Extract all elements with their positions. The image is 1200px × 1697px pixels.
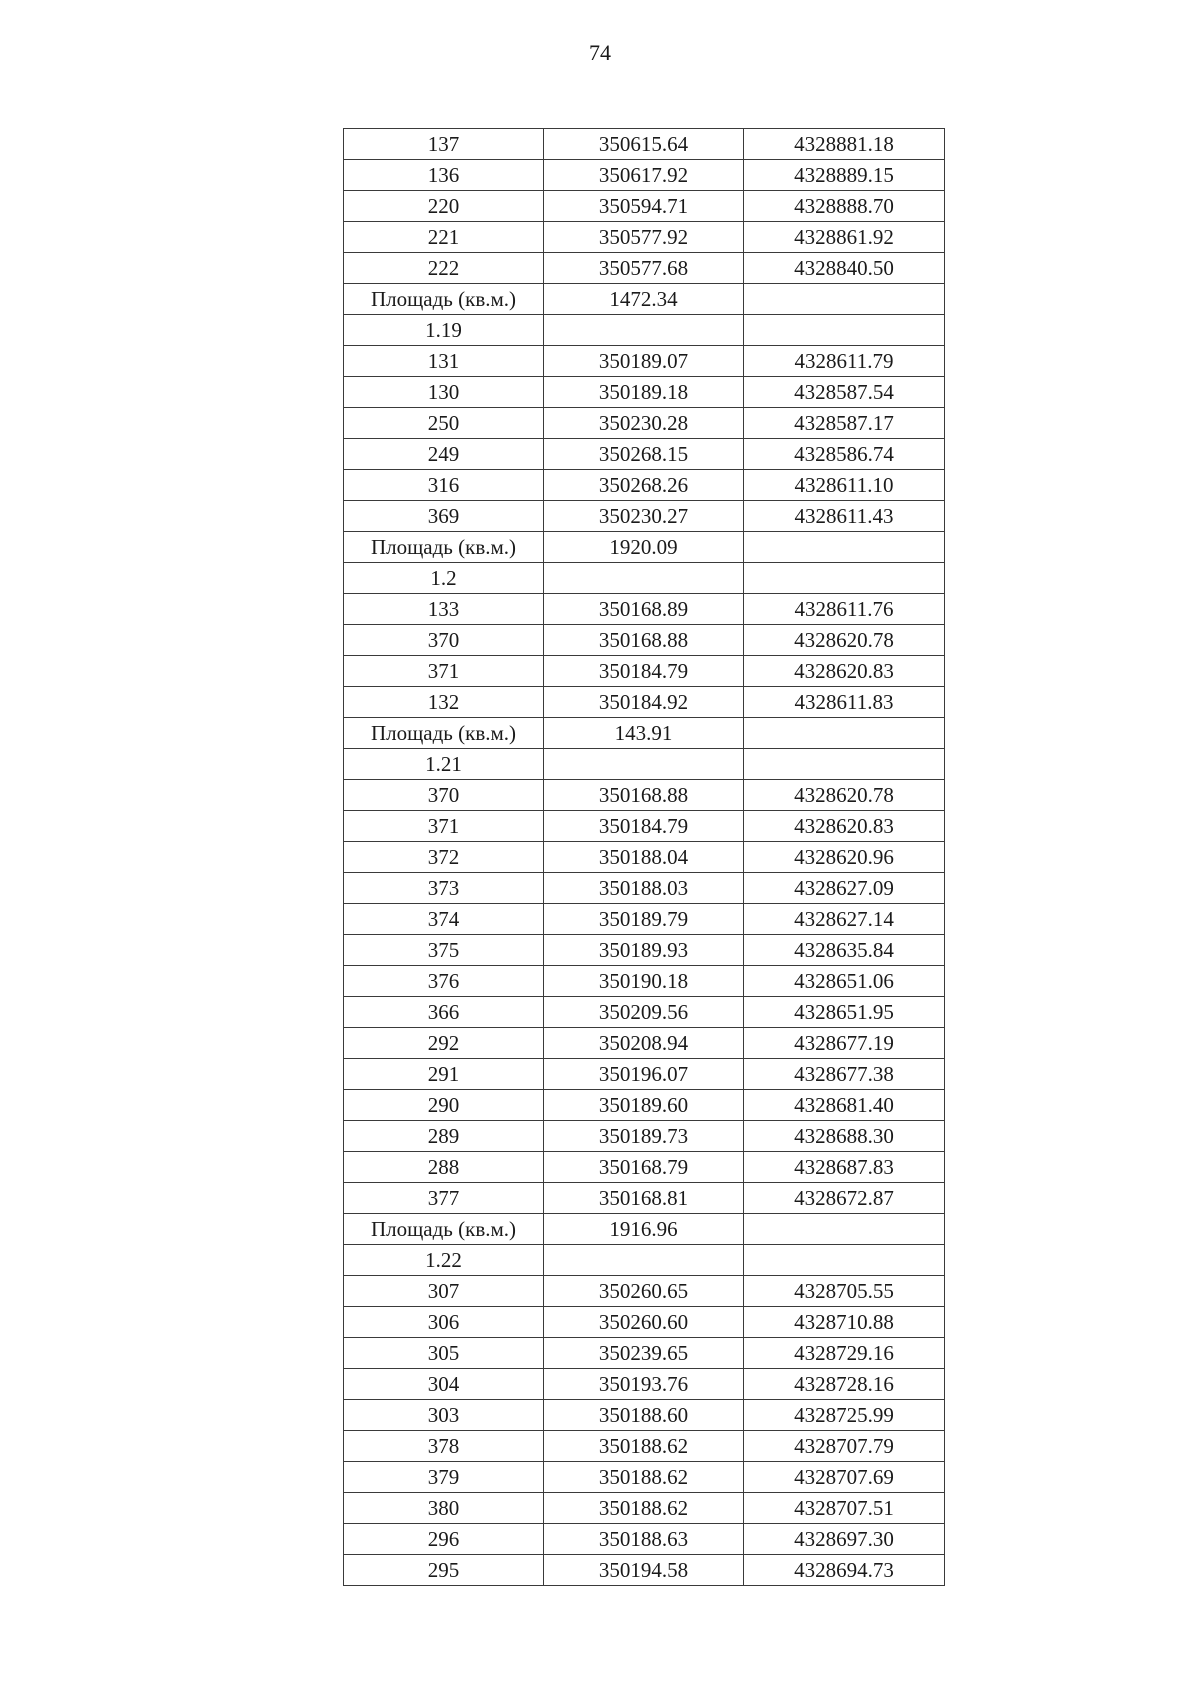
y-coordinate-cell: 4328710.88 <box>744 1307 945 1338</box>
point-cell: 377 <box>344 1183 544 1214</box>
point-cell: 136 <box>344 160 544 191</box>
x-coordinate-cell: 350268.15 <box>544 439 744 470</box>
point-cell: 1.2 <box>344 563 544 594</box>
y-coordinate-cell: 4328586.74 <box>744 439 945 470</box>
table-row <box>344 687 945 718</box>
point-cell: 371 <box>344 656 544 687</box>
x-coordinate-cell: 350188.60 <box>544 1400 744 1431</box>
y-coordinate-cell: 4328611.76 <box>744 594 945 625</box>
table-row <box>344 1462 945 1493</box>
y-coordinate-cell <box>744 532 945 563</box>
x-coordinate-cell: 350168.88 <box>544 780 744 811</box>
y-coordinate-cell: 4328627.14 <box>744 904 945 935</box>
x-coordinate-cell: 1472.34 <box>544 284 744 315</box>
point-cell: 222 <box>344 253 544 284</box>
point-cell: 369 <box>344 501 544 532</box>
point-cell: 376 <box>344 966 544 997</box>
y-coordinate-cell <box>744 315 945 346</box>
table-row <box>344 594 945 625</box>
table-row <box>344 718 945 749</box>
y-coordinate-cell: 4328620.78 <box>744 780 945 811</box>
x-coordinate-cell: 350268.26 <box>544 470 744 501</box>
table-row <box>344 1028 945 1059</box>
table-row <box>344 811 945 842</box>
y-coordinate-cell: 4328651.95 <box>744 997 945 1028</box>
x-coordinate-cell: 350188.62 <box>544 1462 744 1493</box>
table-row <box>344 780 945 811</box>
table-row <box>344 346 945 377</box>
x-coordinate-cell: 350189.60 <box>544 1090 744 1121</box>
y-coordinate-cell: 4328725.99 <box>744 1400 945 1431</box>
point-cell: 220 <box>344 191 544 222</box>
table-row <box>344 1431 945 1462</box>
y-coordinate-cell <box>744 1245 945 1276</box>
point-cell: 307 <box>344 1276 544 1307</box>
y-coordinate-cell: 4328840.50 <box>744 253 945 284</box>
y-coordinate-cell <box>744 284 945 315</box>
table-row <box>344 1090 945 1121</box>
x-coordinate-cell: 1920.09 <box>544 532 744 563</box>
coordinates-table <box>343 128 945 1586</box>
point-cell: 290 <box>344 1090 544 1121</box>
point-cell: 305 <box>344 1338 544 1369</box>
table-row <box>344 1400 945 1431</box>
x-coordinate-cell: 350188.04 <box>544 842 744 873</box>
x-coordinate-cell: 350168.88 <box>544 625 744 656</box>
x-coordinate-cell: 350190.18 <box>544 966 744 997</box>
x-coordinate-cell: 350577.68 <box>544 253 744 284</box>
y-coordinate-cell: 4328611.83 <box>744 687 945 718</box>
point-cell: 370 <box>344 625 544 656</box>
x-coordinate-cell: 350239.65 <box>544 1338 744 1369</box>
table-row <box>344 1183 945 1214</box>
x-coordinate-cell: 350230.27 <box>544 501 744 532</box>
point-cell: 306 <box>344 1307 544 1338</box>
y-coordinate-cell: 4328620.83 <box>744 811 945 842</box>
table-row <box>344 377 945 408</box>
table-row <box>344 284 945 315</box>
coordinates-table-body <box>344 129 945 1586</box>
y-coordinate-cell: 4328635.84 <box>744 935 945 966</box>
y-coordinate-cell: 4328677.19 <box>744 1028 945 1059</box>
y-coordinate-cell: 4328677.38 <box>744 1059 945 1090</box>
point-cell: 378 <box>344 1431 544 1462</box>
table-row <box>344 1555 945 1586</box>
point-cell: 370 <box>344 780 544 811</box>
x-coordinate-cell <box>544 1245 744 1276</box>
point-cell: Площадь (кв.м.) <box>344 532 544 563</box>
point-cell: Площадь (кв.м.) <box>344 1214 544 1245</box>
point-cell: 288 <box>344 1152 544 1183</box>
point-cell: 130 <box>344 377 544 408</box>
point-cell: 131 <box>344 346 544 377</box>
point-cell: 303 <box>344 1400 544 1431</box>
table-row <box>344 1121 945 1152</box>
table-row <box>344 1214 945 1245</box>
x-coordinate-cell: 350577.92 <box>544 222 744 253</box>
table-row <box>344 1369 945 1400</box>
point-cell: 1.22 <box>344 1245 544 1276</box>
y-coordinate-cell: 4328651.06 <box>744 966 945 997</box>
table-row <box>344 1338 945 1369</box>
y-coordinate-cell <box>744 563 945 594</box>
point-cell: 296 <box>344 1524 544 1555</box>
table-row <box>344 129 945 160</box>
x-coordinate-cell: 350188.62 <box>544 1431 744 1462</box>
y-coordinate-cell: 4328707.69 <box>744 1462 945 1493</box>
x-coordinate-cell: 143.91 <box>544 718 744 749</box>
y-coordinate-cell: 4328697.30 <box>744 1524 945 1555</box>
y-coordinate-cell: 4328611.79 <box>744 346 945 377</box>
y-coordinate-cell: 4328681.40 <box>744 1090 945 1121</box>
point-cell: 304 <box>344 1369 544 1400</box>
table-row <box>344 532 945 563</box>
y-coordinate-cell: 4328627.09 <box>744 873 945 904</box>
table-row <box>344 997 945 1028</box>
x-coordinate-cell: 350194.58 <box>544 1555 744 1586</box>
x-coordinate-cell: 350189.93 <box>544 935 744 966</box>
x-coordinate-cell: 350189.18 <box>544 377 744 408</box>
x-coordinate-cell: 350168.79 <box>544 1152 744 1183</box>
x-coordinate-cell: 350188.62 <box>544 1493 744 1524</box>
table-row <box>344 160 945 191</box>
x-coordinate-cell: 350260.60 <box>544 1307 744 1338</box>
y-coordinate-cell: 4328694.73 <box>744 1555 945 1586</box>
table-row <box>344 1152 945 1183</box>
y-coordinate-cell: 4328611.10 <box>744 470 945 501</box>
point-cell: 291 <box>344 1059 544 1090</box>
point-cell: Площадь (кв.м.) <box>344 284 544 315</box>
table-row <box>344 1493 945 1524</box>
x-coordinate-cell: 350168.89 <box>544 594 744 625</box>
point-cell: 250 <box>344 408 544 439</box>
table-row <box>344 501 945 532</box>
table-row <box>344 1059 945 1090</box>
y-coordinate-cell: 4328620.78 <box>744 625 945 656</box>
table-row <box>344 935 945 966</box>
x-coordinate-cell: 350188.63 <box>544 1524 744 1555</box>
table-row <box>344 1524 945 1555</box>
y-coordinate-cell <box>744 718 945 749</box>
table-row <box>344 749 945 780</box>
x-coordinate-cell: 350209.56 <box>544 997 744 1028</box>
y-coordinate-cell: 4328707.79 <box>744 1431 945 1462</box>
table-row <box>344 1245 945 1276</box>
x-coordinate-cell: 350184.79 <box>544 811 744 842</box>
table-row <box>344 966 945 997</box>
x-coordinate-cell: 1916.96 <box>544 1214 744 1245</box>
point-cell: 221 <box>344 222 544 253</box>
y-coordinate-cell: 4328889.15 <box>744 160 945 191</box>
page-number: 74 <box>589 40 611 65</box>
x-coordinate-cell <box>544 315 744 346</box>
point-cell: 132 <box>344 687 544 718</box>
y-coordinate-cell: 4328729.16 <box>744 1338 945 1369</box>
x-coordinate-cell: 350188.03 <box>544 873 744 904</box>
point-cell: 375 <box>344 935 544 966</box>
point-cell: 371 <box>344 811 544 842</box>
point-cell: 1.19 <box>344 315 544 346</box>
point-cell: 289 <box>344 1121 544 1152</box>
point-cell: 379 <box>344 1462 544 1493</box>
point-cell: 133 <box>344 594 544 625</box>
table-row <box>344 408 945 439</box>
y-coordinate-cell: 4328587.54 <box>744 377 945 408</box>
point-cell: 249 <box>344 439 544 470</box>
y-coordinate-cell: 4328687.83 <box>744 1152 945 1183</box>
x-coordinate-cell: 350230.28 <box>544 408 744 439</box>
table-row <box>344 253 945 284</box>
x-coordinate-cell: 350208.94 <box>544 1028 744 1059</box>
x-coordinate-cell: 350260.65 <box>544 1276 744 1307</box>
y-coordinate-cell: 4328861.92 <box>744 222 945 253</box>
x-coordinate-cell: 350189.07 <box>544 346 744 377</box>
table-row <box>344 563 945 594</box>
point-cell: 374 <box>344 904 544 935</box>
y-coordinate-cell: 4328672.87 <box>744 1183 945 1214</box>
y-coordinate-cell <box>744 749 945 780</box>
x-coordinate-cell <box>544 563 744 594</box>
table-row <box>344 222 945 253</box>
y-coordinate-cell: 4328707.51 <box>744 1493 945 1524</box>
table-row <box>344 842 945 873</box>
y-coordinate-cell: 4328688.30 <box>744 1121 945 1152</box>
x-coordinate-cell: 350617.92 <box>544 160 744 191</box>
point-cell: 372 <box>344 842 544 873</box>
table-row <box>344 873 945 904</box>
y-coordinate-cell: 4328620.96 <box>744 842 945 873</box>
point-cell: 1.21 <box>344 749 544 780</box>
y-coordinate-cell <box>744 1214 945 1245</box>
y-coordinate-cell: 4328611.43 <box>744 501 945 532</box>
y-coordinate-cell: 4328705.55 <box>744 1276 945 1307</box>
x-coordinate-cell: 350193.76 <box>544 1369 744 1400</box>
x-coordinate-cell: 350594.71 <box>544 191 744 222</box>
x-coordinate-cell: 350168.81 <box>544 1183 744 1214</box>
point-cell: 366 <box>344 997 544 1028</box>
x-coordinate-cell: 350184.92 <box>544 687 744 718</box>
point-cell: Площадь (кв.м.) <box>344 718 544 749</box>
table-row <box>344 439 945 470</box>
table-row <box>344 1276 945 1307</box>
point-cell: 373 <box>344 873 544 904</box>
x-coordinate-cell: 350196.07 <box>544 1059 744 1090</box>
table-row <box>344 315 945 346</box>
table-row <box>344 904 945 935</box>
point-cell: 137 <box>344 129 544 160</box>
table-row <box>344 470 945 501</box>
y-coordinate-cell: 4328881.18 <box>744 129 945 160</box>
table-row <box>344 1307 945 1338</box>
y-coordinate-cell: 4328587.17 <box>744 408 945 439</box>
x-coordinate-cell <box>544 749 744 780</box>
x-coordinate-cell: 350189.79 <box>544 904 744 935</box>
point-cell: 316 <box>344 470 544 501</box>
point-cell: 295 <box>344 1555 544 1586</box>
table-row <box>344 191 945 222</box>
table-row <box>344 625 945 656</box>
table-row <box>344 656 945 687</box>
y-coordinate-cell: 4328888.70 <box>744 191 945 222</box>
y-coordinate-cell: 4328728.16 <box>744 1369 945 1400</box>
point-cell: 380 <box>344 1493 544 1524</box>
point-cell: 292 <box>344 1028 544 1059</box>
x-coordinate-cell: 350615.64 <box>544 129 744 160</box>
x-coordinate-cell: 350189.73 <box>544 1121 744 1152</box>
y-coordinate-cell: 4328620.83 <box>744 656 945 687</box>
x-coordinate-cell: 350184.79 <box>544 656 744 687</box>
